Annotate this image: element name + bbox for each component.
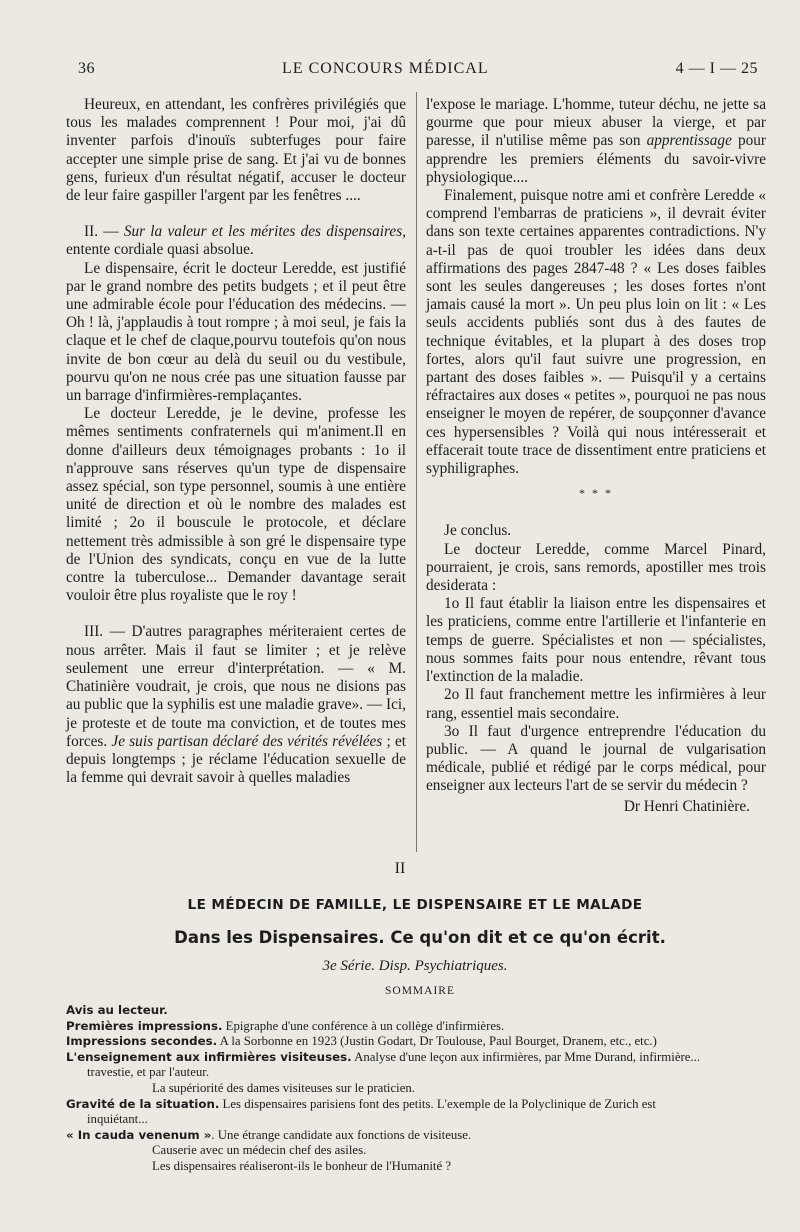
summary-heading: Avis au lecteur. — [66, 1003, 168, 1017]
author-signature: Dr Henri Chatinière. — [623, 797, 750, 815]
paragraph-text: l'expose le mariage. L'homme, tuteur déchu, ne jette sa gourme que pour mieux abuser la vierge, et par paresse, il n'utilise même pas son — [426, 96, 766, 150]
section-number: II. — — [84, 223, 119, 241]
left-paragraph-2 — [66, 223, 406, 259]
summary-item — [66, 1097, 776, 1113]
left-paragraph-4: Le docteur Leredde, je le devine, professe les mêmes sentiments confraternels qui m'animent.Il en donne d'ailleurs deux témoignages probants : 1o il n'approuve sans réserves qu'un type de dispensaire assez spécial, son type personnel, soumis à une entière unité de direction et où le nombre des malades est limité ; 2o il bouscule le protocole, et déclare nettement très admissible à son gré le dispensaire type de l'Union des syndicats, conçu en vue de la lutte contre la tuberculose... Demander davantage serait vouloir être plus royaliste que le roy ! — [66, 405, 406, 605]
summary-text: inquiétant... — [87, 1112, 148, 1127]
series-line: 3e Série. Disp. Psychiatriques. — [322, 958, 508, 974]
paragraph-text: entente cordiale quasi absolue. — [66, 241, 254, 259]
summary-text: Causerie avec un médecin chef des asiles. — [152, 1143, 367, 1158]
right-paragraph-1 — [426, 96, 766, 187]
left-paragraph-5 — [66, 623, 406, 787]
summary-text: Analyse d'une leçon aux infirmières, par Mme Durand, infirmière... — [354, 1049, 701, 1064]
summary-text: Les dispensaires réaliseront-ils le bonheur de l'Humanité ? — [152, 1158, 452, 1173]
summary-text: Les dispensaires parisiens font des petits. L'exemple de la Polyclinique de Zurich est — [222, 1096, 656, 1111]
summary-text: Epigraphe d'une conférence à un collège d'infirmières. — [225, 1018, 505, 1033]
right-paragraph-3: Je conclus. — [444, 522, 512, 540]
right-paragraph-4: Le docteur Leredde, comme Marcel Pinard, pourraient, je crois, sans remords, apostiller mes trois desiderata : — [426, 540, 766, 595]
summary-heading: Premières impressions. — [66, 1018, 223, 1033]
summary-heading: Impressions secondes. — [66, 1034, 218, 1049]
column-divider — [416, 92, 417, 852]
right-column — [426, 96, 766, 816]
summary-item — [66, 1003, 776, 1019]
summary-item — [66, 1034, 776, 1050]
paragraph-text: III. — D'autres paragraphes mériteraient certes de nous arrêter. Mais il faut se limiter ; et je relève seulement une erreur d'interprétation. — « M. Chatinière voudrait, je crois, que nous ne disions pas au public que la syphilis est une maladie grave». — Ici, je proteste et de toute ma conviction, et de toutes mes forces. — [66, 623, 406, 750]
sommaire-heading: SOMMAIRE — [385, 985, 455, 997]
summary-heading: L'enseignement aux infirmières visiteuses. — [66, 1049, 352, 1064]
left-column — [66, 96, 406, 787]
right-paragraph-7: 3o Il faut d'urgence entreprendre l'éducation du public. — A quand le journal de vulgarisation médicale, publié et rédigé par le corps médical, pour enseigner aux lecteurs l'art de se servir du médecin ? — [426, 722, 766, 795]
summary-heading: « In cauda venenum » — [66, 1127, 212, 1142]
journal-title: LE CONCOURS MÉDICAL — [282, 60, 489, 77]
issue-date: 4 — I — 25 — [675, 60, 758, 77]
summary-item — [66, 1050, 776, 1066]
right-paragraph-2: Finalement, puisque notre ami et confrère Leredde « comprend l'embarras de praticiens », il devrait éviter dans son texte certaines apparentes contradictions. N'y a-t-il pas de quoi troubler les idées dans deux affirmations des pages 2847-48 ? « Les doses faibles sont les seules dangereuses ; les doses fortes n'ont jamais causé la mort ». Un peu plus loin on lit : « Les seuls accidents publiés sont dus à des fautes de technique évitables, et la plupart à des doses trop fortes, alors qu'il faut suivre une progression, en partant des doses faibles ». — Puisqu'il y a certains réfractaires aux doses « petites », pourquoi ne pas nous enseigner le moyen de repérer, de soupçonner d'avance ces hypersensibles ? Voilà qui nous intéresserait et effacerait toute trace de dissentiment entre praticiens et syphiligraphes. — [426, 187, 766, 478]
summary-item — [66, 1159, 776, 1175]
summary-item — [66, 1143, 776, 1159]
right-paragraph-6: 2o Il faut franchement mettre les infirmières à leur rang, essentiel mais secondaire. — [426, 686, 766, 722]
italic-phrase: Sur la valeur et les mérites des dispensaires, — [123, 223, 406, 241]
left-paragraph-3: Le dispensaire, écrit le docteur Leredde, est justifié par le grand nombre des petits budgets ; et il peut être une admirable école pour l'éducation des médecins. — Oh ! là, j'applaudis à tout rompre ; à moi seul, je fais la claque et le chef de claque,pourvu toutefois qu'on nous invite de bon cœur au delà du seuil ou du vestibule, pourvu qu'on ne nous crée pas une situation fausse par un barrage d'infirmières-remplaçantes. — [66, 259, 406, 405]
summary-item — [66, 1128, 776, 1144]
summary-item — [66, 1065, 776, 1081]
section-subtitle: Dans les Dispensaires. Ce qu'on dit et ce qu'on écrit. — [174, 928, 666, 947]
section-numeral: II — [394, 860, 406, 877]
summary-text: A la Sorbonne en 1923 (Justin Godart, Dr Toulouse, Paul Bourget, Dranem, etc., etc.) — [219, 1034, 657, 1049]
italic-phrase: Je suis partisan déclaré des vérités révélées — [111, 732, 383, 750]
left-paragraph-1: Heureux, en attendant, les confrères privilégiés que tous les malades comprennent ! Pour moi, j'ai dû inventer parfois d'inouïs subterfuges pour faire accepter une simple prise de sang. Et j'ai vu de bonnes gens, furieux d'un résultat négatif, accuser le docteur de leur faire gaspiller l'argent par les fenêtres .... — [66, 96, 406, 205]
right-paragraph-5: 1o Il faut établir la liaison entre les dispensaires et les praticiens, comme entre l'artillerie et l'infanterie en temps de guerre. Spécialistes et non — spécialistes, nous sommes faits pour nous entendre, rêvant tous l'extinction de la maladie. — [426, 595, 766, 686]
paragraph-text: ; et depuis longtemps ; je réclame l'éducation sexuelle de la femme qui devrait savoir à quelles maladies — [66, 732, 406, 787]
page-number: 36 — [78, 60, 95, 77]
italic-phrase: apprentissage — [646, 132, 732, 150]
asterism: * * * — [579, 486, 613, 501]
summary-text: travestie, et par l'auteur. — [87, 1065, 210, 1080]
section-title: LE MÉDECIN DE FAMILLE, LE DISPENSAIRE ET LE MALADE — [187, 897, 643, 913]
summary-item — [66, 1019, 776, 1035]
summary-text: La supériorité des dames visiteuses sur le praticien. — [152, 1080, 415, 1095]
summary-heading: Gravité de la situation. — [66, 1096, 220, 1111]
running-header — [78, 60, 758, 78]
summary-text: . Une étrange candidate aux fonctions de visiteuse. — [211, 1127, 472, 1142]
summary-list — [66, 1003, 776, 1175]
summary-item — [66, 1081, 776, 1097]
paragraph-text: pour apprendre les premiers éléments du savoir-vivre physiologique.... — [426, 132, 766, 186]
summary-item — [66, 1112, 776, 1128]
